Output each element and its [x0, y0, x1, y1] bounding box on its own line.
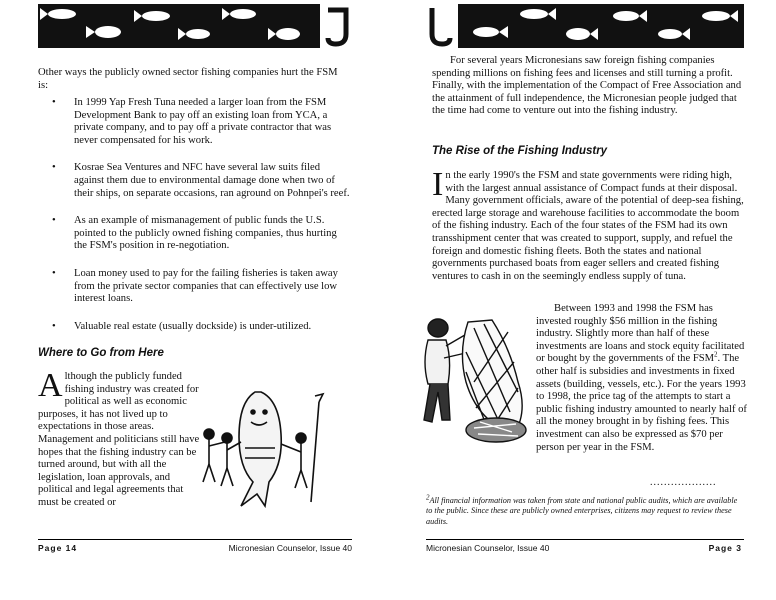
footnote-ref: 2: [714, 350, 718, 359]
fish-pattern-icon: [426, 4, 744, 48]
intro-paragraph: Other ways the publicly owned sector fishing companies hurt the FSM is:: [38, 67, 338, 91]
drop-cap: A: [38, 367, 63, 404]
footer-rule: [426, 539, 744, 540]
bullet-icon: •: [52, 215, 56, 227]
bullet-icon: •: [52, 162, 56, 174]
fish-banner-left: [38, 4, 352, 48]
drop-cap: I: [432, 166, 444, 203]
list-item: • Loan money used to pay for the failing fisheries is taken away from the private sector companies that can effectively use low interest loans.: [52, 267, 338, 305]
footer-rule: [38, 539, 352, 540]
fish-pattern-icon: [38, 4, 352, 48]
fisherman-net-illustration-icon: [418, 312, 530, 452]
body-paragraph: Although the publicly funded fishing industry was created for political as well as economic purposes, it has not lived up to expectations in those areas. Management and politicians still have hopes that the fishing industry can be turned around, but with all the legislation, loan approvals, and political and legal agreements that must be created or: [38, 367, 200, 508]
list-item: • Valuable real estate (usually dockside) is under-utilized.: [52, 320, 312, 332]
publication-title: Micronesian Counselor, Issue 40: [426, 543, 550, 553]
publication-title: Micronesian Counselor, Issue 40: [228, 543, 352, 553]
bullet-icon: •: [52, 320, 56, 332]
section-heading: The Rise of the Fishing Industry: [432, 145, 608, 157]
fish-people-illustration-icon: [195, 382, 335, 517]
separator-dots: ...................: [650, 477, 717, 488]
page-number: Page 14: [38, 543, 78, 553]
page-number: Page 3: [708, 543, 742, 553]
right-page: [388, 0, 776, 600]
list-item: • Kosrae Sea Ventures and NFC have several law suits filed against them due to environmental damage done when two of their ships, on separate occasions, ran aground on Pohnpei's reef.: [52, 162, 350, 199]
bullet-list: [52, 97, 352, 348]
intro-paragraph: For several years Micronesians saw foreign fishing companies spending millions on fishing fees and licenses and still turning a profit. Finally, with the implementation of the Compact of Free Association and the attainment of full independence, the Micronesian people judged that the time had come to venture out into the fishing industry.: [432, 55, 742, 117]
footnote: $^2$All financial information was taken from state and national public audits, which are available to the public. Since these are publicly owned enterprises, citizens may request to review these audits.: [426, 493, 738, 526]
list-item: • In 1999 Yap Fresh Tuna needed a larger loan from the FSM Development Bank to pay off an existing loan from YCA, a private company, and to pay off a private contractor that was never compensated for his work.: [52, 97, 332, 146]
bullet-icon: •: [52, 267, 56, 279]
body-paragraph: In the early 1990's the FSM and state governments were riding high, with the largest annual assistance of Compact funds at their disposal. Many government officials, aware of the potential of deep-sea fishing, erected large storage and warehouse facilities to accommodate the boom of the fishing industry. Each of the four states of the FSM had its own transshipment center that was created to support, supply, and refuel the foreign and domestic fishing fleets. Both the states and national governments purchased boats from eager sellers and created fishing ventures to cash in on the seemingly endless supply of tuna.: [432, 166, 744, 282]
fish-banner-right: [426, 4, 744, 48]
body-paragraph: Between 1993 and 1998 the FSM has invested roughly $56 million in the fishing industry. Slightly more than half of these investments are loans and stock equity facilitated or bought by the governments of the FSM$^2$. The other half is subsidies and investments in fixed assets (building, vessels, etc.). For the years 1993 to 1998, the price tag of the attempts to start a public fishing industry amounted to nearly half of all the money brought in by fishing fees. This investment can also be expressed as $70 per person per year in the FSM.: [536, 303, 747, 453]
section-heading: Where to Go from Here: [38, 347, 164, 359]
bullet-icon: •: [52, 97, 56, 108]
list-item: • As an example of mismanagement of public funds the U.S. pointed to the publicly owned fishing companies, thus hurting the FSM's position in re-negotiation.: [52, 215, 337, 252]
